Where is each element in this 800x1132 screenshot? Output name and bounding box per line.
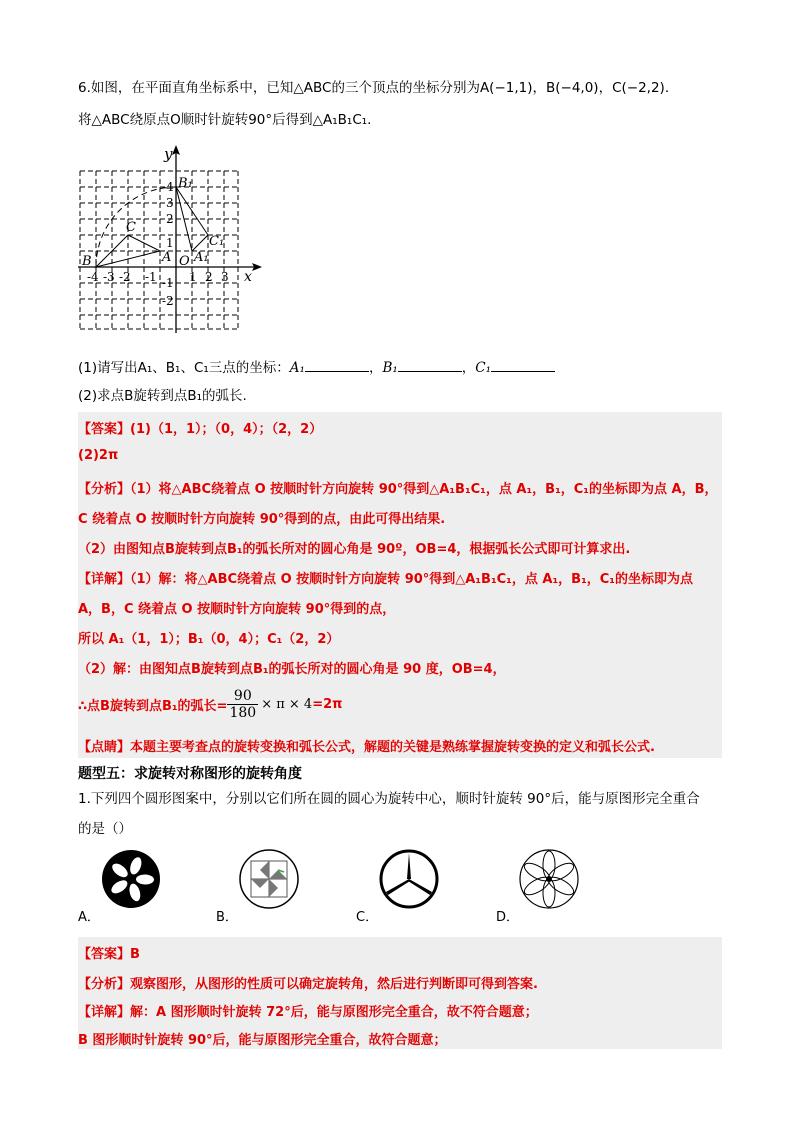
y-tick: 4 — [166, 180, 174, 194]
x-tick: -4 — [87, 270, 99, 284]
coordinate-figure — [78, 143, 268, 333]
point-c1-label: C₁ — [209, 234, 225, 249]
detail-line-5: ∴点B旋转到点B₁的弧长= $\frac{90}{180}$ × π × 4 =2π — [78, 688, 343, 721]
point-a1-label: A₁ — [194, 250, 209, 265]
q6-line1: 6.如图，在平面直角坐标系中，已知△ABC的三个顶点的坐标分别为A(−1,1)，B(−4,0)，C(−2,2). — [78, 80, 670, 96]
section-title: 题型五：求旋转对称图形的旋转角度 — [78, 766, 302, 782]
option-b-label[interactable]: B． — [216, 910, 238, 925]
x-tick: -2 — [119, 270, 131, 284]
answer-line-2: (2)2π — [78, 448, 119, 463]
x-tick-labels — [87, 270, 229, 284]
answer-blank-b1[interactable] — [398, 357, 462, 372]
point-a-label: A — [162, 250, 172, 265]
answer-line: 【答案】B — [78, 947, 140, 962]
y-tick-labels — [162, 180, 174, 308]
fraction: $\frac{90}{180}$ — [229, 688, 257, 721]
detail-line-2: A，B，C 绕着点 O 按顺时针方向旋转 90°得到的点， — [78, 602, 396, 617]
q1-line1: 1.下列四个圆形图案中，分别以它们所在圆的圆心为旋转中心，顺时针旋转 90°后，能与原图形完全重合 — [78, 791, 700, 807]
analysis-line-3: （2）由图知点B旋转到点B₁的弧长所对的圆心角是 90º，OB=4，根据弧长公式即可计算求出. — [78, 542, 631, 557]
x-tick: 1 — [189, 270, 197, 284]
q1-line2: 的是（） — [78, 821, 132, 837]
comment-line: 【点睛】本题主要考查点的旋转变换和弧长公式，解题的关键是熟练掌握旋转变换的定义和弧长公式. — [78, 740, 655, 755]
option-a-figure[interactable] — [100, 848, 162, 910]
q6-sub2: (2)求点B旋转到点B₁的弧长. — [78, 388, 247, 404]
option-d-label[interactable]: D． — [496, 910, 520, 925]
point-c-label: C — [126, 220, 136, 235]
option-c-figure[interactable] — [378, 848, 440, 910]
x-tick: 2 — [205, 270, 213, 284]
detail-line-3: 所以 A₁（1，1）；B₁（0，4）；C₁（2，2） — [78, 632, 340, 647]
answer-block-q1 — [78, 937, 722, 1049]
y-tick: 3 — [166, 196, 174, 210]
option-c-label[interactable]: C． — [356, 910, 379, 925]
point-b1-label: B₁ — [178, 176, 193, 191]
answer-blank-a1[interactable] — [305, 357, 369, 372]
answer-block-q6 — [78, 412, 722, 758]
detail-line-4: （2）解：由图知点B旋转到点B₁的弧长所对的圆心角是 90 度，OB=4， — [78, 662, 506, 677]
option-d-figure[interactable] — [518, 848, 580, 910]
answer-line: 【答案】(1)（1，1）；（0，4）；（2，2） — [78, 422, 323, 437]
y-tick: -2 — [162, 294, 174, 308]
answer-blank-c1[interactable] — [491, 357, 555, 372]
y-tick: 1 — [166, 236, 174, 250]
analysis-line-2: C 绕着点 O 按顺时针方向旋转 90°得到的点，由此可得出结果. — [78, 512, 446, 527]
origin-label: O — [179, 254, 190, 269]
y-axis-label: y — [164, 145, 173, 163]
x-tick: 3 — [221, 270, 229, 284]
x-axis-label: x — [244, 269, 252, 285]
point-b-label: B — [82, 254, 92, 269]
option-a-label[interactable]: A． — [78, 910, 100, 925]
detail-line: 【详解】（1）解：将△ABC绕着点 O 按顺时针方向旋转 90°得到△A₁B₁C₁，点 A₁，B₁，C₁的坐标即为点 — [78, 572, 693, 587]
q6-line2: 将△ABC绕原点O顺时针旋转90°后得到△A₁B₁C₁. — [78, 112, 372, 128]
x-tick: -1 — [145, 270, 157, 284]
y-tick: 2 — [166, 212, 174, 226]
analysis-line: 【分析】观察图形，从图形的性质可以确定旋转角，然后进行判断即可得到答案. — [78, 977, 538, 992]
detail-line-2: B 图形顺时针旋转 90°后，能与原图形完全重合，故符合题意； — [78, 1033, 447, 1048]
option-b-figure[interactable] — [238, 848, 300, 910]
analysis-line: 【分析】（1）将△ABC绕着点 O 按顺时针方向旋转 90°得到△A₁B₁C₁，点 A₁，B₁，C₁的坐标即为点 A，B， — [78, 482, 718, 497]
y-tick: -1 — [162, 276, 174, 290]
q6-sub1: (1)请写出A₁、B₁、C₁三点的坐标：A₁ ，B₁ ，C₁ — [78, 357, 555, 378]
detail-line: 【详解】解：A 图形顺时针旋转 72°后，能与原图形完全重合，故不符合题意； — [78, 1005, 538, 1020]
x-tick: -3 — [103, 270, 115, 284]
